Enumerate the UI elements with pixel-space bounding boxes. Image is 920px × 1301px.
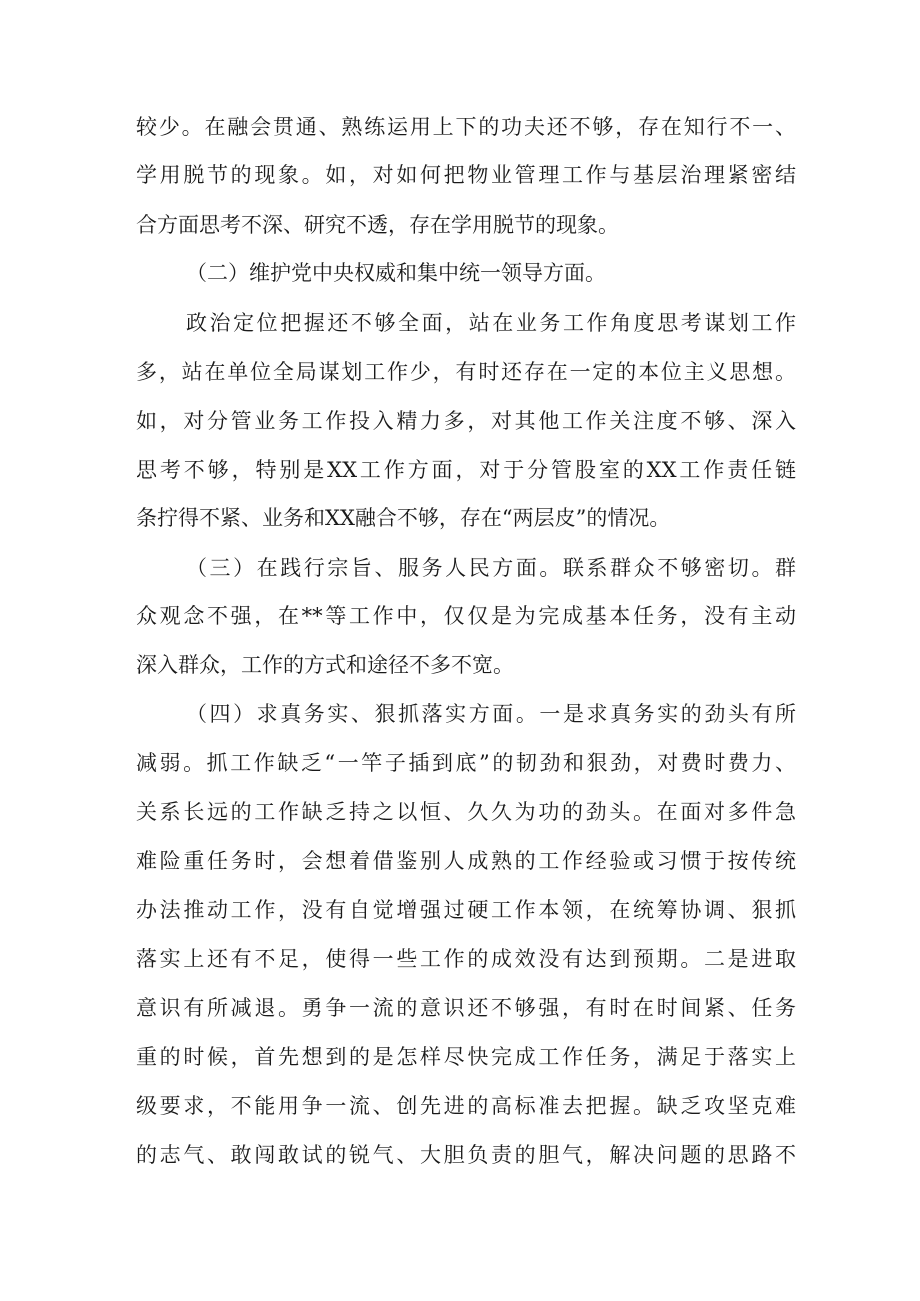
text-line: 政治定位把握还不够全面，站在业务工作角度思考谋划工作 [186, 311, 796, 335]
text-line: 多，站在单位全局谋划工作少，有时还存在一定的本位主义思想。 [136, 360, 796, 384]
text-line: 深入群众，工作的方式和途径不多不宽。 [136, 653, 514, 677]
text-line: 重的时候，首先想到的是怎样尽快完成工作任务，满足于落实上 [136, 1045, 796, 1069]
text-line: 级要求，不能用争一流、创先进的高标准去把握。缺乏攻坚克难 [136, 1094, 796, 1118]
text-line: 较少。在融会贯通、熟练运用上下的功夫还不够，存在知行不一、 [136, 115, 796, 139]
text-line: 的志气、敢闯敢试的锐气、大胆负责的胆气，解决问题的思路不 [136, 1143, 796, 1167]
text-line: （三）在践行宗旨、服务人民方面。联系群众不够密切。群 [186, 556, 796, 580]
text-line: 思考不够，特别是XX工作方面，对于分管股室的XX工作责任链 [136, 458, 796, 482]
text-line: （四）求真务实、狠抓落实方面。一是求真务实的劲头有所 [186, 702, 796, 726]
text-line: 关系长远的工作缺乏持之以恒、久久为功的劲头。在面对多件急 [136, 800, 796, 824]
text-line: 合方面思考不深、研究不透，存在学用脱节的现象。 [136, 213, 619, 237]
text-line: 落实上还有不足，使得一些工作的成效没有达到预期。二是进取 [136, 947, 796, 971]
text-line: 难险重任务时，会想着借鉴别人成熟的工作经验或习惯于按传统 [136, 849, 796, 873]
text-line: 意识有所减退。勇争一流的意识还不够强，有时在时间紧、任务 [136, 996, 796, 1020]
text-line: 减弱。抓工作缺乏“一竿子插到底”的韧劲和狠劲，对费时费力、 [136, 751, 796, 775]
text-line: 条拧得不紧、业务和XX融合不够，存在“两层皮”的情况。 [136, 506, 671, 530]
section-heading: （二）维护党中央权威和集中统一领导方面。 [186, 261, 606, 285]
text-line: 如，对分管业务工作投入精力多，对其他工作关注度不够、深入 [136, 409, 796, 433]
text-line: 学用脱节的现象。如，对如何把物业管理工作与基层治理紧密结 [136, 163, 796, 187]
text-line: 众观念不强，在**等工作中，仅仅是为完成基本任务，没有主动 [136, 604, 796, 628]
text-line: 办法推动工作，没有自觉增强过硬工作本领，在统筹协调、狠抓 [136, 898, 796, 922]
